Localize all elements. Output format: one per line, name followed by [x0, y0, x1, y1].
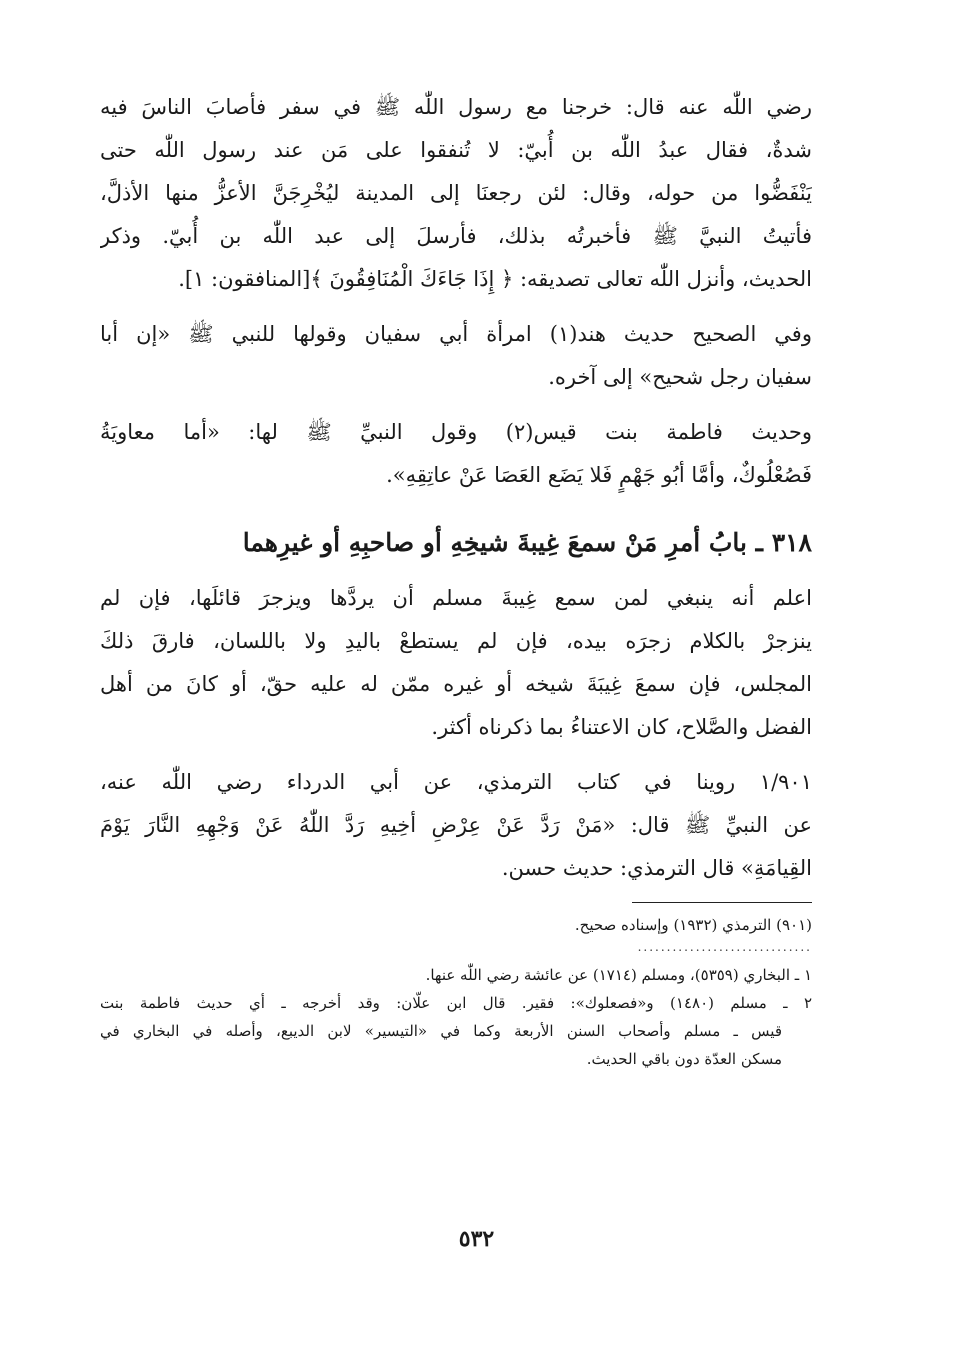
text-line: القِيامَةِ» قال الترمذي: حديث حسن.: [501, 856, 812, 880]
text-line: فأتيتُ النبيَّ ﷺ فأخبرتُه بذلك، فأرسلَ إلى عبد اللّٰه بن أُبيّ. وذكر: [100, 224, 812, 248]
paragraph-fatima: [100, 411, 812, 497]
footnote-2-line: قيس ـ مسلم وأصحاب السنن الأربعة وكما في «التيسير» لابن الديبع، وأصله في البخاري في: [100, 1022, 782, 1040]
text-line: المجلس، فإن سمعَ غِيبَةَ شيخه أو غيره ممّن له عليه حقّ، أو كانَ من أهل: [100, 672, 812, 696]
footnote-2-line: مسكن العدّة دون باقي الحديث.: [586, 1050, 782, 1068]
text-line: ينزجرْ بالكلام زجرَه بيده، فإن لم يستطعْ باليدِ ولا باللسان، فارقَ ذلكَ: [100, 629, 812, 653]
footnote-rule: [632, 902, 812, 903]
chapter-heading: ٣١٨ ـ بابُ أمرِ مَنْ سمعَ غِيبةَ شيخِهِ أو صاحبِهِ أو غيرِهما: [242, 528, 812, 557]
paragraph-hadith-901: [100, 761, 812, 890]
footnote-2-line: ٢ ـ مسلم (١٤٨٠) و«فصعلوك»: فقير. قال ابن علّان: وقد أخرجه ـ أي حديث فاطمة بنت: [100, 994, 812, 1012]
text-line: سفيان رجل شحيح» إلى آخره.: [548, 365, 812, 389]
text-line: شدةٌ، فقال عبدُ اللّٰه بن أُبيّ: لا تُنفقوا على مَن عند رسول اللّٰه حتى: [100, 138, 812, 162]
text-line: اعلم أنه ينبغي لمن سمع غِيبةَ مسلم أن يردَّها ويزجرَ قائلَها، فإن لم: [100, 586, 812, 610]
page-body: [100, 86, 812, 1073]
footnote-hadith-901: (٩٠١) الترمذي (١٩٣٢) وإسناده صحيح.: [574, 916, 812, 934]
footnote-separator: ..............................: [637, 940, 812, 954]
text-line: الفضل والصَّلاح، كان الاعتناءُ بما ذكرناه أكثر.: [431, 715, 812, 739]
text-line: رضي اللّٰه عنه قال: خرجنا مع رسول اللّٰه ﷺ في سفر فأصابَ الناسَ فيه: [100, 95, 812, 119]
text-line: ١/٩٠١ روينا في كتاب الترمذي، عن أبي الدرداء رضي اللّٰه عنه،: [100, 770, 812, 794]
text-line: وفي الصحيح حديث هند(١) امرأة أبي سفيان وقولها للنبي ﷺ «إن أبا: [100, 322, 812, 346]
page-number: ٥٣٢: [458, 1226, 495, 1252]
text-line: عن النبيِّ ﷺ قال: «مَنْ رَدَّ عَنْ عِرْضِ أخِيهِ رَدَّ اللّٰهُ عَنْ وَجْهِهِ النَّارَ يَوْمَ: [100, 813, 812, 837]
paragraph-hind: [100, 313, 812, 399]
paragraph-hadith-continuation: [100, 86, 812, 301]
footnotes: [100, 911, 812, 1073]
text-line: يَنْفَضُّوا من حوله، وقال: لئن رجعنَا إلى المدينة ليُخْرِجَنَّ الأعزُّ منها الأذلَّ،: [100, 181, 812, 205]
text-line: الحديث، وأنزل اللّٰه تعالى تصديقه: ﴿ إِذَا جَاءَكَ الْمُنَافِقُونَ ﴾[المنافقون: ١].: [178, 267, 812, 291]
paragraph-chapter-intro: [100, 577, 812, 749]
text-line: فَصُعْلُوكٌ، وأمَّا أبُو جَهْمٍ فَلا يَضَع العَصَا عَنْ عاتِقِهِ».: [386, 463, 812, 487]
footnote-1: ١ ـ البخاري (٥٣٥٩)، ومسلم (١٧١٤) عن عائشة رضي اللّٰه عنها.: [425, 966, 812, 984]
text-line: وحديث فاطمة بنت قيس(٢) وقول النبيِّ ﷺ لها: «أما معاويَةُ: [100, 420, 812, 444]
